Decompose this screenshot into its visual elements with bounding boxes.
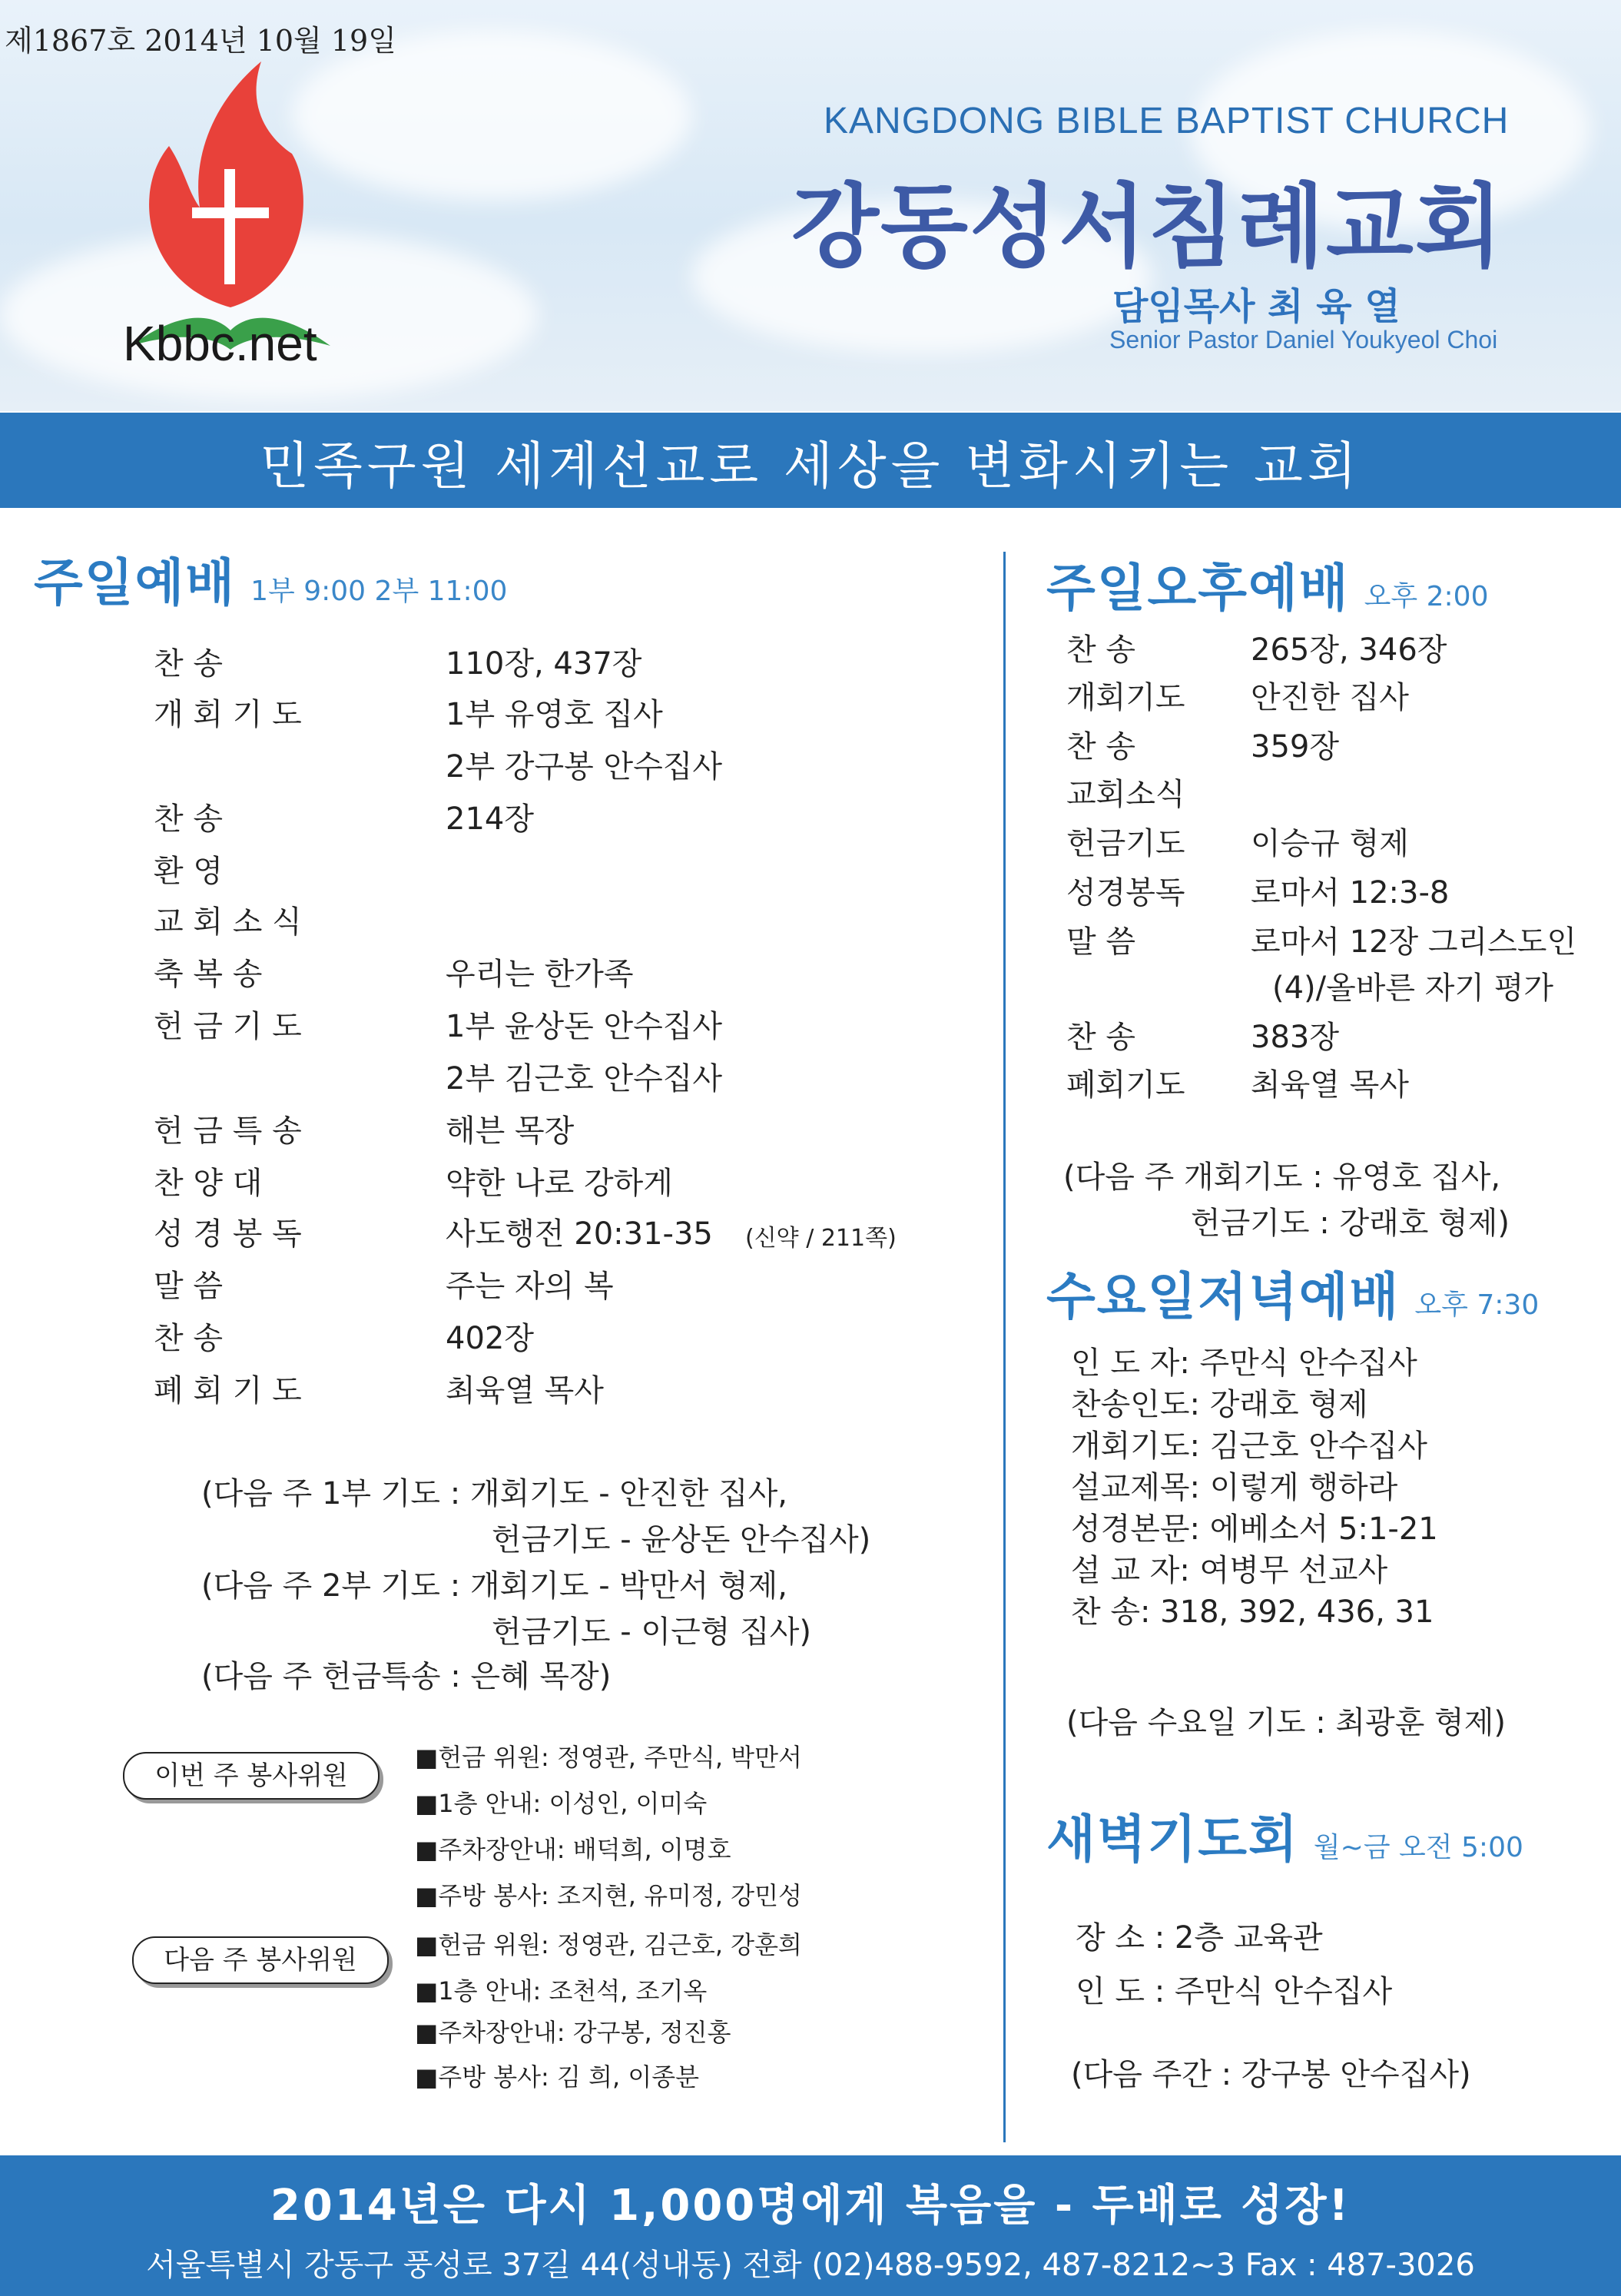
order-label: 개회기도 — [1066, 680, 1185, 715]
scripture-page-note: (신약 / 211쪽) — [745, 1225, 897, 1252]
server-row: ■1층 안내: 이성인, 이미숙 — [415, 1789, 708, 1818]
wednesday-row: 인 도 자: 주만식 안수집사 — [1071, 1345, 1417, 1381]
wednesday-row: 찬 송: 318, 392, 436, 31 — [1071, 1594, 1434, 1630]
afternoon-section-header — [1046, 547, 1488, 620]
server-row: ■헌금 위원: 정영관, 주만식, 박만서 — [415, 1743, 802, 1772]
dawn-next: (다음 주간 : 강구봉 안수집사) — [1071, 2057, 1471, 2092]
sunday-section-header — [34, 542, 507, 615]
order-label: 헌 금 특 송 — [154, 1113, 302, 1149]
order-label: 헌금기도 — [1066, 826, 1185, 861]
wednesday-row: 설 교 자: 여병무 선교사 — [1071, 1553, 1388, 1588]
column-divider — [1003, 552, 1006, 2142]
wednesday-row: 개회기도: 김근호 안수집사 — [1071, 1428, 1427, 1464]
afternoon-title: 주일오후예배 — [1046, 559, 1350, 618]
order-value: 우리는 한가족 — [446, 957, 634, 992]
wednesday-section-header — [1046, 1256, 1539, 1329]
server-row: ■헌금 위원: 정영관, 김근호, 강훈희 — [415, 1930, 802, 1959]
order-value: 로마서 12:3-8 — [1251, 875, 1450, 911]
site-url: Kbbc.net — [123, 316, 317, 371]
next-week-servers-label: 다음 주 봉사위원 — [132, 1936, 389, 1984]
order-label: 교회소식 — [1066, 777, 1185, 812]
wednesday-next: (다음 수요일 기도 : 최광훈 형제) — [1066, 1705, 1506, 1740]
wednesday-title: 수요일저녁예배 — [1046, 1267, 1401, 1326]
pastor-en: Senior Pastor Daniel Youkyeol Choi — [1109, 326, 1498, 353]
order-value: 주는 자의 복 — [446, 1269, 614, 1304]
order-value: 359장 — [1251, 729, 1339, 765]
order-value: 최육열 목사 — [1251, 1067, 1409, 1103]
church-name-ko: 강동성서침례교회 — [791, 174, 1504, 280]
order-value: 1부 유영호 집사 — [446, 697, 663, 732]
server-row: ■주차장안내: 강구봉, 정진홍 — [415, 2018, 731, 2047]
order-label: 헌 금 기 도 — [154, 1009, 302, 1044]
order-value: 402장 — [446, 1321, 534, 1356]
church-name-en: KANGDONG BIBLE BAPTIST CHURCH — [824, 101, 1510, 141]
order-value: 최육열 목사 — [446, 1373, 604, 1408]
wednesday-row: 찬송인도: 강래호 형제 — [1071, 1387, 1368, 1422]
next-week-line: (다음 주 1부 기도 : 개회기도 - 안진한 집사, — [201, 1476, 787, 1511]
order-value: 1부 윤상돈 안수집사 — [446, 1009, 722, 1044]
order-value: 214장 — [446, 801, 534, 837]
afternoon-next-line: (다음 주 개회기도 : 유영호 집사, — [1063, 1160, 1501, 1195]
dawn-time: 월~금 오전 5:00 — [1313, 1832, 1523, 1863]
order-label: 찬 송 — [1066, 729, 1135, 765]
this-week-servers-label: 이번 주 봉사위원 — [123, 1752, 380, 1800]
order-label: 성경봉독 — [1066, 875, 1185, 911]
wednesday-time: 오후 7:30 — [1414, 1289, 1540, 1321]
order-label: 말 씀 — [154, 1269, 223, 1304]
wednesday-row: 성경본문: 에베소서 5:1-21 — [1071, 1511, 1438, 1547]
order-value: 110장, 437장 — [446, 646, 642, 682]
order-value: 사도행전 20:31-35 — [446, 1216, 713, 1252]
order-label: 찬 송 — [154, 1321, 223, 1356]
next-week-line: 헌금기도 - 이근형 집사) — [492, 1614, 811, 1650]
order-value: 로마서 12장 그리스도인 — [1251, 924, 1577, 960]
server-row: ■주방 봉사: 김 희, 이종분 — [415, 2062, 700, 2092]
server-row: ■주차장안내: 배덕희, 이명호 — [415, 1835, 731, 1864]
next-week-line: (다음 주 헌금특송 : 은혜 목장) — [201, 1659, 612, 1694]
order-value: 약한 나로 강하게 — [446, 1166, 673, 1201]
afternoon-next-line: 헌금기도 : 강래호 형제) — [1191, 1206, 1510, 1241]
issue-info: 제1867호 2014년 10월 19일 — [5, 24, 396, 58]
footer-slogan: 2014년은 다시 1,000명에게 복음을 - 두배로 성장! — [270, 2181, 1351, 2231]
order-value: 안진한 집사 — [1251, 680, 1409, 715]
order-label: 찬 송 — [1066, 1020, 1135, 1055]
pastor-ko: 담임목사 최 육 열 — [1112, 285, 1401, 328]
order-label: 교 회 소 식 — [154, 904, 302, 940]
order-value: 해븐 목장 — [446, 1113, 575, 1149]
order-label: 축 복 송 — [154, 957, 263, 992]
footer-address: 서울특별시 강동구 풍성로 37길 44(성내동) 전화 (02)488-9592, 487-8212~3 Fax : 487-3026 — [146, 2248, 1475, 2283]
afternoon-time: 오후 2:00 — [1364, 581, 1489, 612]
next-week-line: 헌금기도 - 윤상돈 안수집사) — [492, 1522, 871, 1558]
server-row: ■1층 안내: 조천석, 조기옥 — [415, 1976, 708, 2006]
order-label: 환 영 — [154, 854, 223, 889]
order-value: 2부 강구봉 안수집사 — [446, 749, 722, 785]
order-label: 찬 송 — [154, 801, 223, 837]
order-value: 383장 — [1251, 1020, 1339, 1055]
server-row: ■주방 봉사: 조지현, 유미정, 강민성 — [415, 1881, 802, 1910]
order-value: 2부 김근호 안수집사 — [446, 1061, 722, 1097]
wednesday-row: 설교제목: 이렇게 행하라 — [1071, 1470, 1398, 1505]
order-label: 찬 양 대 — [154, 1166, 263, 1201]
dawn-title: 새벽기도회 — [1046, 1810, 1299, 1869]
next-week-line: (다음 주 2부 기도 : 개회기도 - 박만서 형제, — [201, 1568, 787, 1604]
banner-text: 민족구원 세계선교로 세상을 변화시키는 교회 — [260, 436, 1361, 496]
order-label: 찬 송 — [1066, 632, 1135, 668]
order-label: 폐회기도 — [1066, 1067, 1185, 1103]
dawn-row: 장 소 : 2층 교육관 — [1076, 1920, 1323, 1956]
dawn-section-header — [1046, 1798, 1523, 1871]
order-label: 성 경 봉 독 — [154, 1216, 302, 1252]
order-label: 말 씀 — [1066, 924, 1135, 960]
sunday-title: 주일예배 — [34, 553, 237, 612]
order-value: 이승규 형제 — [1251, 826, 1409, 861]
order-label: 개 회 기 도 — [154, 697, 302, 732]
order-label: 찬 송 — [154, 646, 223, 682]
dawn-row: 인 도 : 주만식 안수집사 — [1076, 1974, 1393, 2009]
order-value: (4)/올바른 자기 평가 — [1272, 970, 1554, 1006]
order-value: 265장, 346장 — [1251, 632, 1447, 668]
sunday-time: 1부 9:00 2부 11:00 — [250, 576, 508, 607]
order-label: 폐 회 기 도 — [154, 1373, 302, 1408]
